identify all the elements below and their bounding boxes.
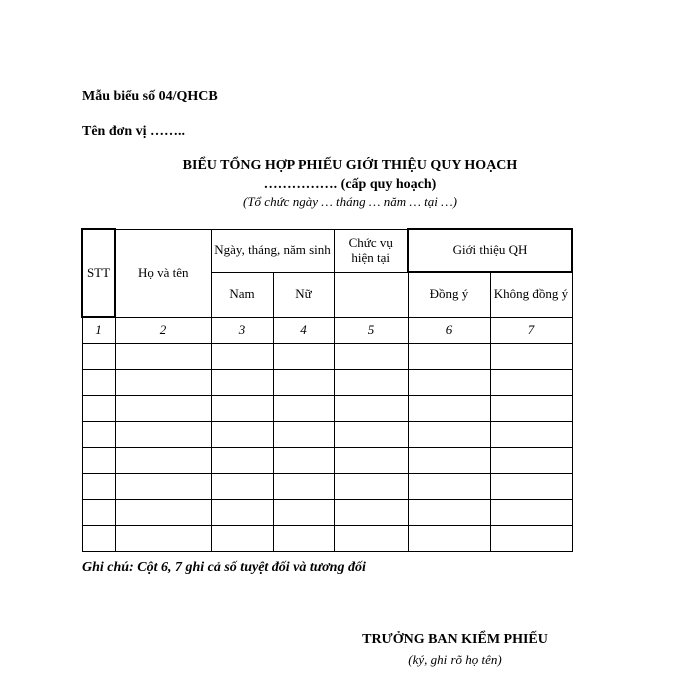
table-row: [82, 369, 572, 395]
column-number: 4: [273, 317, 334, 343]
table-row: [82, 395, 572, 421]
table-cell: [334, 395, 408, 421]
table-cell: [82, 447, 115, 473]
table-cell: [408, 395, 490, 421]
table-cell: [490, 369, 572, 395]
column-number: 2: [115, 317, 211, 343]
table-cell: [408, 369, 490, 395]
table-cell: [115, 395, 211, 421]
header-disagree: Không đồng ý: [490, 272, 572, 317]
table-cell: [334, 499, 408, 525]
signature-title: TRƯỞNG BAN KIỂM PHIẾU: [362, 632, 548, 647]
table-cell: [211, 499, 273, 525]
column-number: 3: [211, 317, 273, 343]
table-cell: [82, 421, 115, 447]
table-cell: [115, 421, 211, 447]
table-cell: [334, 421, 408, 447]
header-name: Họ và tên: [115, 229, 211, 317]
table-cell: [273, 421, 334, 447]
table-cell: [115, 525, 211, 551]
table-cell: [273, 447, 334, 473]
table-cell: [408, 343, 490, 369]
table-cell: [82, 395, 115, 421]
table-cell: [82, 525, 115, 551]
table-cell: [82, 343, 115, 369]
table-cell: [273, 525, 334, 551]
table-cell: [115, 499, 211, 525]
table-row: [82, 343, 572, 369]
table-cell: [273, 395, 334, 421]
header-position: Chức vụ hiện tại: [334, 229, 408, 272]
table-cell: [82, 499, 115, 525]
table-cell: [490, 447, 572, 473]
table-cell: [490, 499, 572, 525]
table-cell: [334, 369, 408, 395]
table-cell: [490, 395, 572, 421]
table-cell: [211, 343, 273, 369]
header-stt: STT: [82, 229, 115, 317]
table-row: [82, 421, 572, 447]
table-row: [82, 473, 572, 499]
table-cell: [211, 395, 273, 421]
organization-line: (Tổ chức ngày … tháng … năm … tại …): [243, 194, 457, 209]
table-cell: [490, 525, 572, 551]
table-row: [82, 525, 572, 551]
column-number: 7: [490, 317, 572, 343]
table-cell: [490, 473, 572, 499]
header-intro: Giới thiệu QH: [408, 229, 572, 272]
table-cell: [115, 343, 211, 369]
unit-name: Tên đơn vị ……..: [82, 124, 186, 139]
table-row: [82, 499, 572, 525]
header-male: Nam: [211, 272, 273, 317]
header-position-blank: [334, 272, 408, 317]
table-cell: [115, 447, 211, 473]
table-cell: [211, 473, 273, 499]
table-cell: [273, 369, 334, 395]
header-female: Nữ: [273, 272, 334, 317]
table-cell: [334, 525, 408, 551]
table-cell: [334, 343, 408, 369]
table-cell: [408, 525, 490, 551]
column-number: 6: [408, 317, 490, 343]
table-row: [82, 447, 572, 473]
table-cell: [211, 421, 273, 447]
table-cell: [82, 473, 115, 499]
header-agree: Đồng ý: [408, 272, 490, 317]
table-cell: [334, 447, 408, 473]
table-cell: [490, 421, 572, 447]
table-note: Ghi chú: Cột 6, 7 ghi cả số tuyệt đối và tương đối: [82, 560, 366, 575]
form-code: Mẫu biểu số 04/QHCB: [82, 89, 218, 104]
table-cell: [273, 343, 334, 369]
document-title: BIỂU TỔNG HỢP PHIẾU GIỚI THIỆU QUY HOẠCH: [182, 158, 518, 173]
table-cell: [408, 473, 490, 499]
column-number: 5: [334, 317, 408, 343]
table-cell: [273, 499, 334, 525]
table-cell: [408, 421, 490, 447]
table-cell: [408, 499, 490, 525]
table-cell: [273, 473, 334, 499]
table-cell: [334, 473, 408, 499]
signature-note: (ký, ghi rõ họ tên): [408, 652, 502, 667]
table-cell: [408, 447, 490, 473]
table-cell: [82, 369, 115, 395]
summary-table: [81, 228, 573, 552]
document-subtitle: ……………. (cấp quy hoạch): [263, 177, 437, 192]
header-dob: Ngày, tháng, năm sinh: [211, 229, 334, 272]
table-cell: [490, 343, 572, 369]
table-cell: [211, 447, 273, 473]
table-cell: [115, 473, 211, 499]
table-cell: [115, 369, 211, 395]
table-cell: [211, 369, 273, 395]
table-cell: [211, 525, 273, 551]
column-number: 1: [82, 317, 115, 343]
